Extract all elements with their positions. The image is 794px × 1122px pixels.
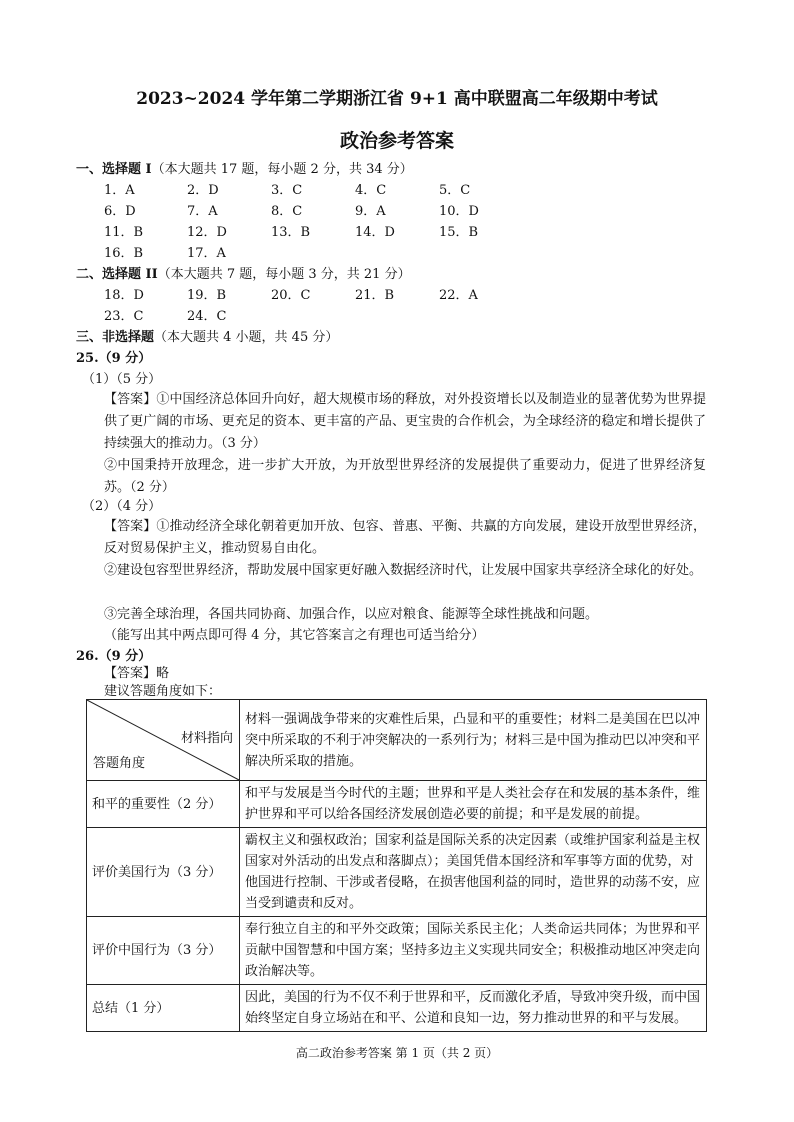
answer-angle-label: 答题角度 [93, 756, 146, 771]
answer-item: 16．B [104, 246, 144, 261]
answer-item: 24．C [187, 309, 227, 324]
row-label: 总结（1 分） [87, 985, 240, 1032]
q25-part1-answer-1: 【答案】①中国经济总体回升向好，超大规模市场的释放，对外投资增长以及制造业的显著优势为世界提供了更广阔的市场、更充足的资本、更丰富的产品、更宝贵的合作机会，为全球经济的稳定和增长提供了持续强大的推动力。（3 分） [104, 392, 706, 451]
answer-item: 13．B [271, 225, 311, 240]
exam-title: 2023~2024 学年第二学期浙江省 9+1 高中联盟高二年级期中考试 [136, 89, 658, 109]
row-label: 和平的重要性（2 分） [87, 781, 240, 828]
answer-item: 2．D [187, 183, 219, 198]
q25-part2-answer-1: 【答案】①推动经济全球化朝着更加开放、包容、普惠、平衡、共赢的方向发展，建设开放型世界经济，反对贸易保护主义，推动贸易自由化。 [104, 519, 706, 556]
row-content: 因此，美国的行为不仅不利于世界和平，反而激化矛盾，导致冲突升级，而中国始终坚定自身立场站在和平、公道和良知一边，努力推动世界的和平与发展。 [240, 985, 707, 1032]
q25-part1-label: （1）（5 分） [82, 372, 162, 387]
answer-item: 9．A [355, 204, 386, 219]
answer-item: 17．A [187, 246, 226, 261]
q26-heading: 26.（9 分） [76, 649, 152, 664]
answer-key-title: 政治参考答案 [339, 130, 454, 152]
q25-part2-label: （2）（4 分） [82, 499, 162, 514]
table-row [87, 985, 707, 1032]
row-content: 奉行独立自主的和平外交政策；国际关系民主化；人类命运共同体；为世界和平贡献中国智慧和中国方案；坚持多边主义实现共同安全；积极推动地区冲突走向政治解决等。 [240, 917, 707, 985]
row-content: 霸权主义和强权政治；国家利益是国际关系的决定因素（或维护国家利益是主权国家对外活动的出发点和落脚点）；美国凭借本国经济和军事等方面的优势，对他国进行控制、干涉或者侵略，在损害他国利益的同时，造世界的动荡不安，应当受到谴责和反对。 [240, 828, 707, 917]
answer-item: 7．A [187, 204, 218, 219]
table-row [87, 828, 707, 917]
answer-item: 15．B [439, 225, 479, 240]
row-content: 和平与发展是当今时代的主题；世界和平是人类社会存在和发展的基本条件，维护世界和平可以给各国经济发展创造必要的前提；和平是发展的前提。 [240, 781, 707, 828]
diagonal-header-cell [87, 700, 240, 781]
q26-intro: 建议答题角度如下： [104, 684, 222, 699]
section2-heading: 二、选择题 II（本大题共 7 题，每小题 3 分，共 21 分） [76, 267, 411, 282]
answer-item: 10．D [439, 204, 479, 219]
answer-item: 19．B [187, 288, 227, 303]
answer-item: 6．D [104, 204, 136, 219]
answer-item: 11．B [104, 225, 144, 240]
q25-part1-answer-2: ②中国秉持开放理念，进一步扩大开放，为开放型世界经济的发展提供了重要动力，促进了世界经济复苏。（2 分） [104, 458, 706, 495]
answer-item: 3．C [271, 183, 303, 198]
row-label: 评价中国行为（3 分） [87, 917, 240, 985]
answer-item: 20．C [271, 288, 311, 303]
answer-item: 22．A [439, 288, 478, 303]
table-header-row [87, 700, 707, 781]
q25-part2-answer-3: ③完善全球治理，各国共同协商、加强合作，以应对粮食、能源等全球性挑战和问题。 [104, 607, 599, 622]
answer-item: 18．D [104, 288, 144, 303]
q25-heading: 25.（9 分） [76, 351, 152, 366]
answer-item: 4．C [355, 183, 387, 198]
section3-heading: 三、非选择题（本大题共 4 小题，共 45 分） [76, 330, 339, 345]
table-row [87, 917, 707, 985]
material-summary-cell: 材料一强调战争带来的灾难性后果，凸显和平的重要性；材料二是美国在巴以冲突中所采取的不利于冲突解决的一系列行为；材料三是中国为推动巴以冲突和平解决所采取的措施。 [240, 700, 707, 781]
answer-angle-table [86, 699, 707, 1032]
answer-item: 5．C [439, 183, 471, 198]
q26-answer: 【答案】略 [104, 666, 170, 681]
section1-heading: 一、选择题 I（本大题共 17 题，每小题 2 分，共 34 分） [76, 162, 413, 177]
answer-item: 12．D [187, 225, 227, 240]
q25-part2-answer-2: ②建设包容型世界经济，帮助发展中国家更好融入数据经济时代，让发展中国家共享经济全球化的好处。 [104, 563, 703, 578]
table-row [87, 781, 707, 828]
q25-scoring-note: （能写出其中两点即可得 4 分，其它答案言之有理也可适当给分） [104, 628, 485, 643]
answer-item: 21．B [355, 288, 395, 303]
page-footer: 高二政治参考答案 第 1 页（共 2 页） [295, 1046, 499, 1060]
answer-item: 23．C [104, 309, 144, 324]
answer-item: 1．A [104, 183, 135, 198]
answer-item: 8．C [271, 204, 303, 219]
row-label: 评价美国行为（3 分） [87, 828, 240, 917]
material-direction-label: 材料指向 [180, 731, 233, 746]
answer-item: 14．D [355, 225, 395, 240]
